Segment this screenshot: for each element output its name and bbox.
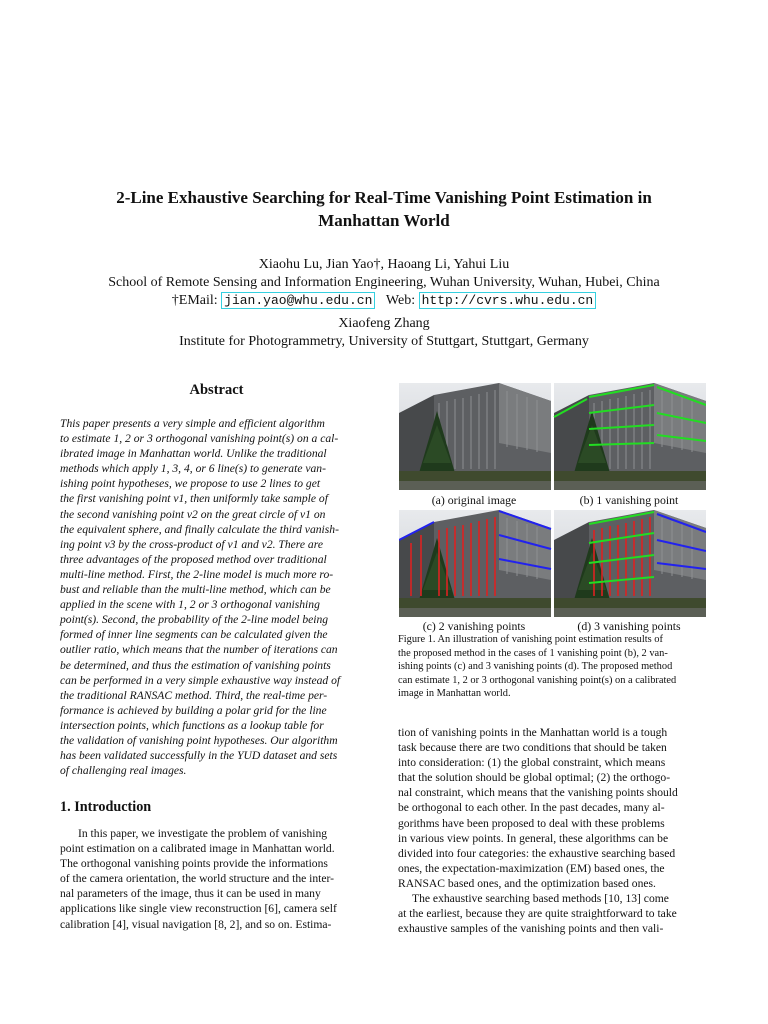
subcaption-c: (c) 2 vanishing points — [422, 619, 526, 633]
intro-line: The orthogonal vanishing points provide the informations — [60, 857, 328, 871]
abstract-line: ibrated image in Manhattan world. Unlike the traditional — [60, 447, 327, 461]
abstract-line: has been validated successfully in the YUD dataset and sets — [60, 749, 338, 763]
abstract-line: outlier ratio, which means that the number of iterations can — [60, 643, 338, 657]
image-b-one-vanishing-point — [554, 383, 706, 490]
abstract-line: the equivalent sphere, and finally calculate the third vanish- — [60, 522, 339, 536]
web-prefix: Web: — [385, 293, 416, 308]
subcaption-b: (b) 1 vanishing point — [579, 493, 679, 507]
image-c-two-vanishing-points — [399, 510, 551, 617]
intro-line: point estimation on a calibrated image in Manhattan world. — [60, 842, 335, 856]
body-line: divided into four categories: the exhaustive searching based — [398, 846, 676, 860]
body-line: The exhaustive searching based methods [10, 13] come — [412, 892, 669, 906]
intro-line: nal parameters of the image, thus it can be used in many — [60, 887, 321, 901]
abstract-line: three advantages of the proposed method over traditional — [60, 552, 327, 566]
body-line: in various view points. In general, these algorithms can be — [398, 831, 669, 845]
abstract-line: to estimate 1, 2 or 3 orthogonal vanishing point(s) on a cal- — [60, 432, 339, 446]
web-link[interactable]: http://cvrs.whu.edu.cn — [419, 292, 597, 309]
abstract-line: intersection points, which functions as a lookup table for — [60, 718, 324, 732]
paper-title — [60, 186, 708, 232]
caption-line: image in Manhattan world. — [398, 688, 511, 700]
abstract-line: can be performed in a very simple exhaustive way instead of — [60, 673, 341, 687]
intro-line: applications like single view reconstruction [6], camera self — [60, 902, 337, 916]
image-a-original — [399, 383, 551, 490]
abstract-line: formance is achieved by building a polar grid for the line — [60, 703, 327, 717]
abstract-line: applied in the scene with 1, 2 or 3 orthogonal vanishing — [60, 598, 320, 612]
intro-line: calibration [4], visual navigation [8, 2], and so on. Estima- — [60, 917, 332, 931]
abstract-line: This paper presents a very simple and efficient algorithm — [60, 417, 325, 430]
affiliation-2: Institute for Photogrammetry, University of Stuttgart, Stuttgart, Germany — [179, 334, 589, 349]
email-link[interactable]: jian.yao@whu.edu.cn — [221, 292, 375, 309]
body-line: tion of vanishing points in the Manhattan world is a tough — [398, 726, 668, 739]
abstract-line: ing point v3 by the cross-product of v1 and v2. There are — [60, 537, 323, 551]
abstract-line: methods which apply 1, 3, 4, or 6 line(s) to generate van- — [60, 462, 326, 476]
author-list: Xiaohu Lu, Jian Yao†, Haoang Li, Yahui Liu — [258, 257, 510, 272]
caption-line: the proposed method in the cases of 1 vanishing point (b), 2 van- — [398, 647, 668, 659]
contact-line — [0, 292, 768, 310]
author-2: Xiaofeng Zhang — [338, 316, 430, 331]
image-d-three-vanishing-points — [554, 510, 706, 617]
email-prefix: †EMail: — [171, 293, 218, 308]
abstract-line: the traditional RANSAC method. Third, the real-time per- — [60, 688, 328, 702]
abstract-line: bust and reliable than the multi-line method, which can be — [60, 583, 331, 597]
right-column-body — [398, 725, 708, 936]
abstract-line: the first vanishing point v1, then uniformly take sample of — [60, 492, 328, 506]
affiliation-1: School of Remote Sensing and Information Engineering, Wuhan University, Wuhan, Hubei, China — [108, 275, 660, 290]
subcaption-d: (d) 3 vanishing points — [577, 619, 681, 633]
body-line: RANSAC based ones, and the optimization based ones. — [398, 876, 656, 890]
body-line: ones, the expectation-maximization (EM) based ones, the — [398, 861, 665, 875]
body-line: that the solution should be global optimal; (2) the orthogo- — [398, 771, 671, 785]
title-line-1: 2-Line Exhaustive Searching for Real-Time Vanishing Point Estimation in — [116, 188, 652, 207]
abstract-line: point(s). Second, the probability of the 2-line model being — [60, 613, 329, 627]
intro-line: of the camera orientation, the world structure and the inter- — [60, 872, 335, 886]
abstract-line: be determined, and thus the estimation of vanishing points — [60, 658, 331, 672]
abstract-line: of challenging real images. — [60, 764, 187, 778]
title-line-2: Manhattan World — [318, 211, 450, 230]
abstract-line: ishing point hypotheses, we propose to use 2 lines to get — [60, 477, 321, 491]
body-line: gorithms have been proposed to deal with these problems — [398, 816, 665, 830]
abstract-line: multi-line method. First, the 2-line model is much more ro- — [60, 567, 334, 581]
caption-line: can estimate 1, 2 or 3 orthogonal vanishing point(s) on a calibrated — [398, 674, 677, 686]
caption-line: ishing points (c) and 3 vanishing points (d). The proposed method — [398, 661, 673, 673]
abstract-heading: Abstract — [189, 382, 244, 398]
body-line: exhaustive samples of the vanishing points and then vali- — [398, 922, 664, 936]
caption-line: Figure 1. An illustration of vanishing point estimation results of — [398, 634, 663, 645]
body-line: at the earliest, because they are quite straightforward to take — [398, 907, 677, 921]
abstract-line: the validation of vanishing point hypotheses. Our algorithm — [60, 733, 338, 747]
abstract-body — [60, 416, 373, 778]
intro-body — [60, 826, 373, 932]
intro-line: In this paper, we investigate the problem of vanishing — [78, 827, 328, 840]
figure-caption — [398, 633, 708, 701]
abstract-line: the second vanishing point v2 on the great circle of v1 on — [60, 507, 326, 521]
intro-heading: 1. Introduction — [60, 799, 152, 815]
body-line: nal constraint, which means that the vanishing points should — [398, 786, 678, 800]
abstract-line: formed of inner line segments can be calculated given the — [60, 628, 328, 642]
subcaption-a: (a) original image — [431, 493, 517, 507]
body-line: task because there are two conditions that should be taken — [398, 741, 667, 755]
body-line: be orthogonal to each other. In the past decades, many al- — [398, 801, 665, 815]
body-line: into consideration: (1) the global constraint, which means — [398, 756, 666, 770]
